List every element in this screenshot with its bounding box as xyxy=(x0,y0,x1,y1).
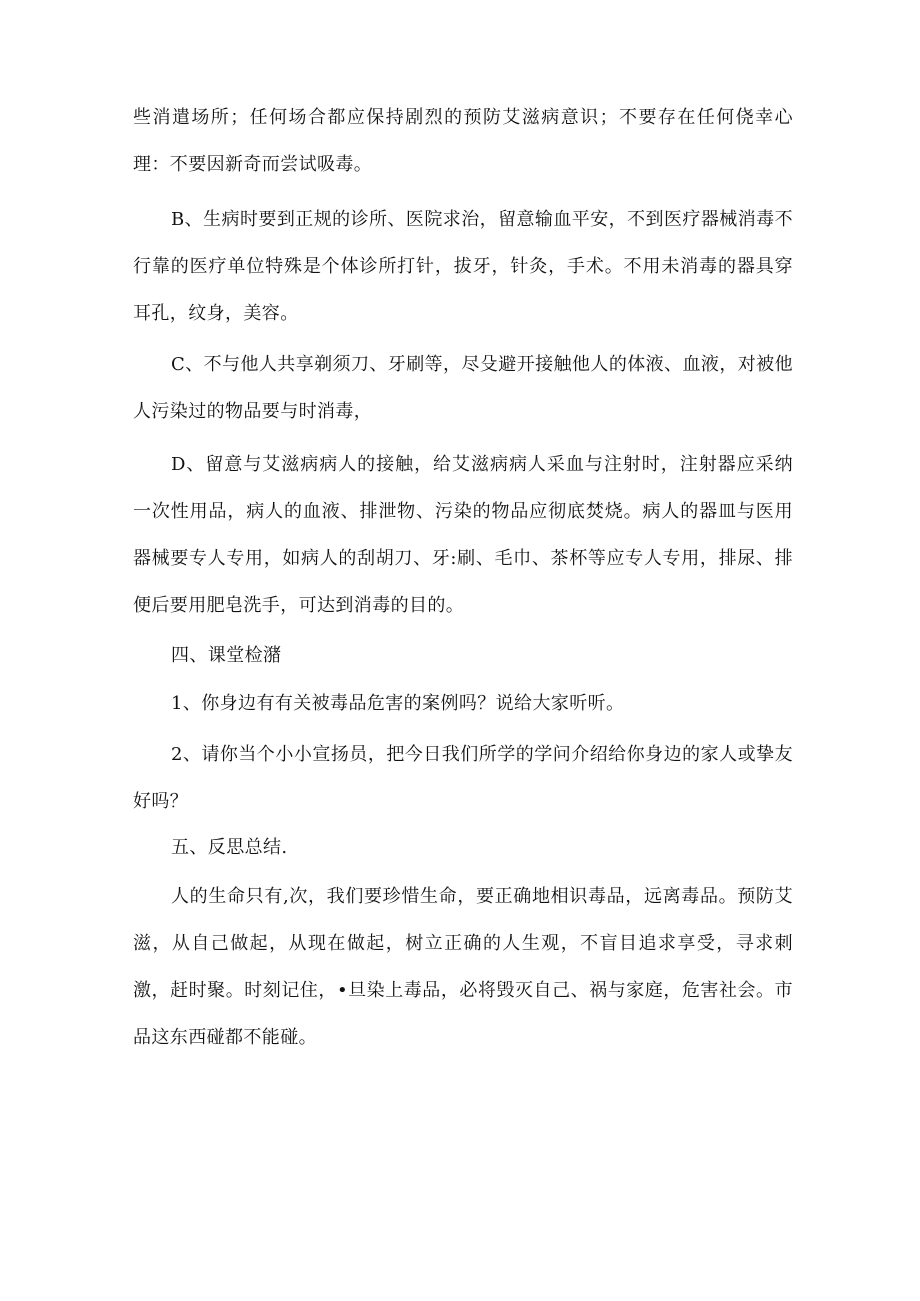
paragraph-item-d: D、留意与艾滋病病人的接触，给艾滋病病人采血与注射时，注射器应采纳一次性用品，病人的血液、排泄物、污染的物品应彻底焚烧。病人的器皿与医用器械要专人专用，如病人的刮胡刀、牙:刷、毛巾、茶杯等应专人专用，排尿、排便后要用肥皂洗手，可达到消毒的目的。 xyxy=(133,454,793,616)
paragraph-item-c: C、不与他人共享剃须刀、牙刷等，尽殳避开接触他人的体液、血液，对被他人污染过的物品要与时消毒， xyxy=(133,354,793,422)
question-2: 2、请你当个小小宣扬员，把今日我们所学的学问介绍给你身边的家人或挚友好吗？ xyxy=(133,744,793,812)
paragraph-continuation: 些消遣场所；任何场合都应保持剧烈的预防艾滋病意识；不要存在任何侥幸心理：不要因新奇而尝试吸毒。 xyxy=(133,107,793,175)
section-heading-classroom-check: 四、课堂检潴 xyxy=(171,645,282,666)
section-heading-reflection: 五、反思总结. xyxy=(171,837,288,858)
paragraph-conclusion: 人的生命只有,次，我们要珍惜生命，要正确地相识毒品，远离毒品。预防艾滋，从自己做起，从现在做起，树立正确的人生观，不盲目追求享受，寻求刺激，赶时聚。时刻记住，•旦染上毒品，必将毁灭自己、祸与家庭，危害社会。市品这东西碰都不能碰。 xyxy=(133,886,793,1048)
paragraph-item-b: B、生病时要到正规的诊所、医院求治，留意输血平安，不到医疗器械消毒不行靠的医疗单位特殊是个体诊所打针，拔牙，针灸，手术。不用未消毒的器具穿耳孔，纹身，美容。 xyxy=(133,209,793,324)
question-1: 1、你身边有有关被毒品危害的案例吗？说给大家听听。 xyxy=(171,693,625,714)
